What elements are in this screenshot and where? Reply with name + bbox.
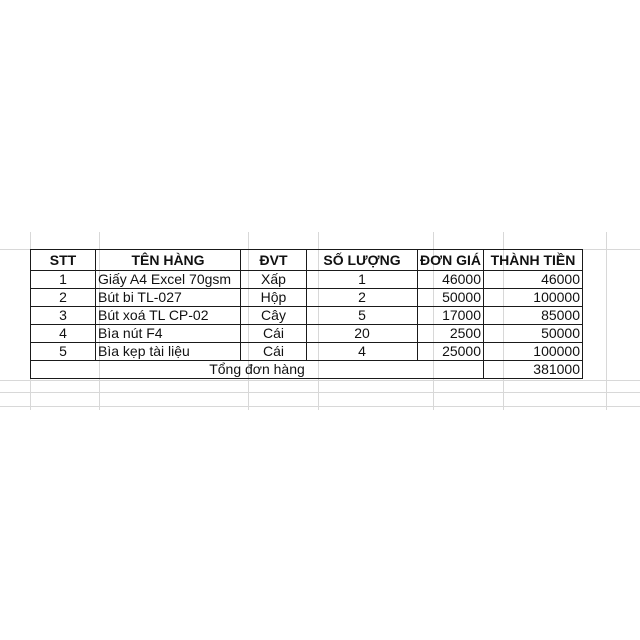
table-row — [31, 271, 583, 289]
table-row — [31, 289, 583, 307]
header-so-luong[interactable]: SỐ LƯỢNG — [307, 250, 418, 271]
table-row — [31, 325, 583, 343]
cell-thanh-tien[interactable]: 100000 — [484, 343, 583, 361]
cell-don-gia[interactable]: 17000 — [418, 307, 484, 325]
header-don-gia[interactable]: ĐƠN GIÁ — [418, 250, 484, 271]
cell-ten-hang[interactable]: Giấy A4 Excel 70gsm — [96, 271, 241, 289]
table-row — [31, 343, 583, 361]
cell-stt[interactable]: 3 — [31, 307, 96, 325]
cell-dvt[interactable]: Cái — [241, 325, 307, 343]
cell-don-gia[interactable]: 46000 — [418, 271, 484, 289]
cell-dvt[interactable]: Xấp — [241, 271, 307, 289]
cell-don-gia[interactable]: 2500 — [418, 325, 484, 343]
cell-stt[interactable]: 4 — [31, 325, 96, 343]
cell-ten-hang[interactable]: Bìa kẹp tài liệu — [96, 343, 241, 361]
cell-dvt[interactable]: Cây — [241, 307, 307, 325]
cell-thanh-tien[interactable]: 50000 — [484, 325, 583, 343]
header-thanh-tien[interactable]: THÀNH TIỀN — [484, 250, 583, 271]
cell-so-luong[interactable]: 4 — [307, 343, 418, 361]
header-ten-hang[interactable]: TÊN HÀNG — [96, 250, 241, 271]
cell-ten-hang[interactable]: Bút xoá TL CP-02 — [96, 307, 241, 325]
cell-so-luong[interactable]: 20 — [307, 325, 418, 343]
cell-thanh-tien[interactable]: 85000 — [484, 307, 583, 325]
cell-so-luong[interactable]: 1 — [307, 271, 418, 289]
cell-thanh-tien[interactable]: 46000 — [484, 271, 583, 289]
cell-ten-hang[interactable]: Bìa nút F4 — [96, 325, 241, 343]
cell-stt[interactable]: 5 — [31, 343, 96, 361]
header-dvt[interactable]: ĐVT — [241, 250, 307, 271]
cell-don-gia[interactable]: 50000 — [418, 289, 484, 307]
table-row — [31, 307, 583, 325]
header-stt[interactable]: STT — [31, 250, 96, 271]
header-row — [31, 250, 583, 271]
cell-dvt[interactable]: Hộp — [241, 289, 307, 307]
total-label[interactable]: Tổng đơn hàng — [31, 361, 484, 379]
cell-thanh-tien[interactable]: 100000 — [484, 289, 583, 307]
cell-stt[interactable]: 1 — [31, 271, 96, 289]
cell-stt[interactable]: 2 — [31, 289, 96, 307]
cell-so-luong[interactable]: 2 — [307, 289, 418, 307]
total-row — [31, 361, 583, 379]
cell-so-luong[interactable]: 5 — [307, 307, 418, 325]
cell-don-gia[interactable]: 25000 — [418, 343, 484, 361]
total-value[interactable]: 381000 — [484, 361, 583, 379]
cell-dvt[interactable]: Cái — [241, 343, 307, 361]
order-table — [30, 249, 583, 379]
cell-ten-hang[interactable]: Bút bi TL-027 — [96, 289, 241, 307]
